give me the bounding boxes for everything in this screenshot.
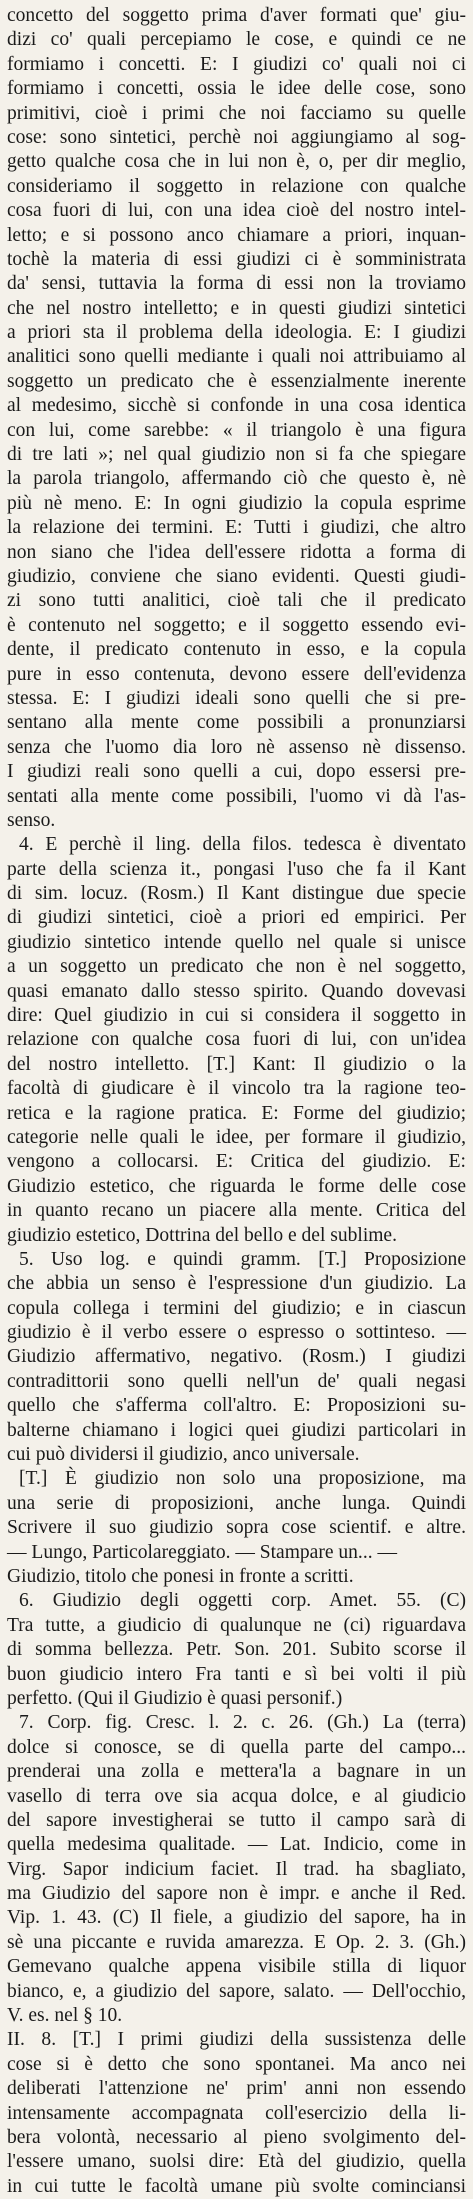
text-line: copula collega i termini del giudizio; e in ciascun [7,1297,466,1319]
text-line: perfetto. (Qui il Giudizio è quasi personif.) [7,1687,343,1709]
text-line: I giudizi reali sono quelli a cui, dopo essersi pre- [7,761,466,783]
text-line: dire: Quel giudizio in cui si considera il soggetto in [7,1005,466,1027]
text-line: tochè la materia di essi giudizi ci è somministrata [7,248,466,270]
text-line: la parola triangolo, affermando ciò che questo è, nè [7,468,466,490]
text-line: 5. Uso log. e quindi gramm. [T.] Proposizione [19,1248,466,1270]
text-line: l'essere umano, suolsi dire: Età del giudizio, quella [7,2151,466,2173]
text-line: a priori sta il problema della ideologia. E: I giudizi [7,322,466,344]
text-line: di somma bellezza. Petr. Son. 201. Subito scorse il [7,1639,466,1661]
text-line: sentano alla mente come possibili a pronunziarsi [7,712,466,734]
text-line: 6. Giudizio degli oggetti corp. Amet. 55. (C) [19,1590,466,1612]
text-line: facoltà di giudicare è il vincolo tra la ragione teo- [7,1078,466,1100]
text-line: buon giudicio intero Fra tanti e sì bei volti il più [7,1663,466,1685]
text-line: da' sensi, tuttavia la forma di essi non la troviamo [7,273,466,295]
text-line: Virg. Sapor indicium faciet. Il trad. ha sbagliato, [7,1858,466,1880]
text-line: di tre lati »; nel qual giudizio non si fa che spiegare [7,444,466,466]
text-line: Tra tutte, a giudicio di qualunque ne (ci) riguardava [7,1614,466,1636]
text-line: sentati alla mente come possibili, l'uomo vi dà l'as- [7,785,466,807]
text-line: Gemevano qualche appena visibile stilla di liquor [7,1956,466,1978]
text-line: retica e la ragione pratica. E: Forme del giudizio; [7,1102,466,1124]
text-line: ma Giudizio del sapore non è impr. e anche il Red. [7,1883,466,1905]
text-line: quella medesima qualitade. — Lat. Indicio, come in [7,1834,466,1856]
text-line: è contenuto nel soggetto; e il soggetto essendo evi- [7,614,466,636]
text-line: letto; e si possono anco chiamare a priori, inquan- [7,224,466,246]
text-line: stessa. E: I giudizi ideali sono quelli che si pre- [7,687,466,709]
text-line: Vip. 1. 43. (C) Il fiele, a giudizio del sapore, ha in [7,1907,466,1929]
text-line: contradittorii sono quelli nell'un de' quali negasi [7,1370,466,1392]
text-line: formiamo i concetti, ossia le idee delle cose, sono [7,78,466,100]
text-line: primitivi, cioè i primi che noi facciamo su quelle [7,102,466,124]
text-line: 7. Corp. fig. Cresc. l. 2. c. 26. (Gh.) La (terra) [19,1712,466,1734]
text-line: quello che s'afferma coll'altro. E: Proposizioni su- [7,1395,466,1417]
text-line: balterne chiamano i logici quei giudizi particolari in [7,1419,466,1441]
text-line: non siano che l'idea dell'essere ridotta a forma di [7,541,466,563]
text-line: che nel nostro intelletto; e in questi giudizi sintetici [7,297,466,319]
text-line: giudizio è il verbo essere o espresso o sottinteso. — [7,1322,466,1344]
text-line: II. 8. [T.] I primi giudizi della sussistenza delle [7,2029,466,2051]
text-line: prenderai una zolla e mettera'la a bagnare in un [7,1761,466,1783]
text-line: getto qualche cosa che in lui non è, o, per dir meglio, [7,151,466,173]
text-line: intensamente accompagnata coll'esercizio della li- [7,2102,466,2124]
text-line: una serie di proposizioni, anche lunga. Quindi [7,1492,466,1514]
text-line: che abbia un senso è l'espressione d'un giudizio. La [7,1273,466,1295]
text-line: vasello di terra ove sia acqua dolce, e al giudicio [7,1785,466,1807]
text-line: Giudizio estetico, che riguarda le forme delle cose [7,1175,466,1197]
text-line: vengono a collocarsi. E: Critica del giudizio. E: [7,1151,466,1173]
text-line: del nostro intelletto. [T.] Kant: Il giudizio o la [7,1053,466,1075]
text-line: soggetto un predicato che è essenzialmente inerente [7,370,466,392]
text-line: giudizio estetico, Dottrina del bello e del sublime. [7,1224,397,1246]
text-line: con lui, come sarebbe: « il triangolo è una figura [7,419,466,441]
text-line: pure in esso contenuta, devono essere dell'evidenza [7,663,466,685]
text-line: cose: sono sintetici, perchè noi aggiungiamo al sog- [7,126,466,148]
text-line: deliberati l'attenzione ne' prim' anni non essendo [7,2078,466,2100]
text-line: Scrivere il suo giudizio sopra cose scientif. e altre. [7,1517,466,1539]
text-line: più nè meno. E: In ogni giudizio la copula esprime [7,492,466,514]
text-line: zi sono tutti analitici, cioè tali che il predicato [7,590,466,612]
text-line: 4. E perchè il ling. della filos. tedesca è diventato [19,834,466,856]
text-line: quasi emanato dallo stesso spirito. Quando dovevasi [7,980,466,1002]
text-line: bianco, e, a giudizio del sapore, salato. — Dell'occhio, [7,1980,466,2002]
text-line: dente, il predicato contenuto in esso, e la copula [7,639,466,661]
text-line: categorie nelle quali le idee, per formare il giudizio, [7,1126,466,1148]
text-line: al medesimo, sicchè si confonde in una cosa identica [7,395,466,417]
text-line: di giudizi sintetici, cioè a priori ed empirici. Per [7,907,466,929]
text-line: cui può dividersi il giudizio, anco universale. [7,1444,360,1466]
text-line: formiamo i concetti. E: I giudizi co' quali noi ci [7,53,466,75]
text-line: dizi co' quali percepiamo le cose, e quindi ce ne [7,29,466,51]
text-line: di sim. locuz. (Rosm.) Il Kant distingue due specie [7,883,466,905]
text-line: cose si è detto che sono spontanei. Ma anco nei [7,2053,466,2075]
text-line: giudizio sintetico intende quello nel quale si unisce [7,931,466,953]
text-line: senso. [7,809,56,831]
text-line: concetto del soggetto prima d'aver formati que' giu- [7,5,466,26]
text-line: sè una piccante e ruvida amarezza. E Op. 2. 3. (Gh.) [7,1931,466,1953]
text-line: analitici sono quelli mediante i quali noi attribuiamo al [7,346,466,368]
text-line: del sapore investigherai se tutto il campo sarà di [7,1809,466,1831]
text-line: [T.] È giudizio non solo una proposizione, ma [19,1468,466,1490]
text-line: cosa fuori di lui, con una idea cioè del nostro intel- [7,200,466,222]
text-line: V. es. nel § 10. [7,2005,123,2027]
text-line: Giudizio affermativo, negativo. (Rosm.) I giudizi [7,1346,466,1368]
text-line: senza che l'uomo dia loro nè assenso nè dissenso. [7,736,466,758]
text-line: bera volontà, necessario al pieno svolgimento del- [7,2126,466,2148]
text-line: parte della scienza it., pongasi l'uso che fa il Kant [7,858,466,880]
text-line: dolce si conosce, se di quella parte del campo... [7,1736,466,1758]
text-line: — Lungo, Particolareggiato. — Stampare un... — [7,1541,397,1563]
text-line: Giudizio, titolo che ponesi in fronte a scritti. [7,1566,354,1587]
text-line: in cui tutte le facoltà umane più svolte cominciansi [7,2175,466,2197]
text-line: in quanto recano un piacere alla mente. Critica del [7,1200,466,1222]
text-line: consideriamo il soggetto in relazione con qualche [7,175,466,197]
text-line: giudizio, conviene che siano evidenti. Questi giudi- [7,565,466,587]
text-line: a un soggetto un predicato che non è nel soggetto, [7,956,466,978]
text-line: la relazione dei termini. E: Tutti i giudizi, che altro [7,517,466,539]
text-line: relazione con qualche cosa fuori di lui, con un'idea [7,1029,466,1051]
